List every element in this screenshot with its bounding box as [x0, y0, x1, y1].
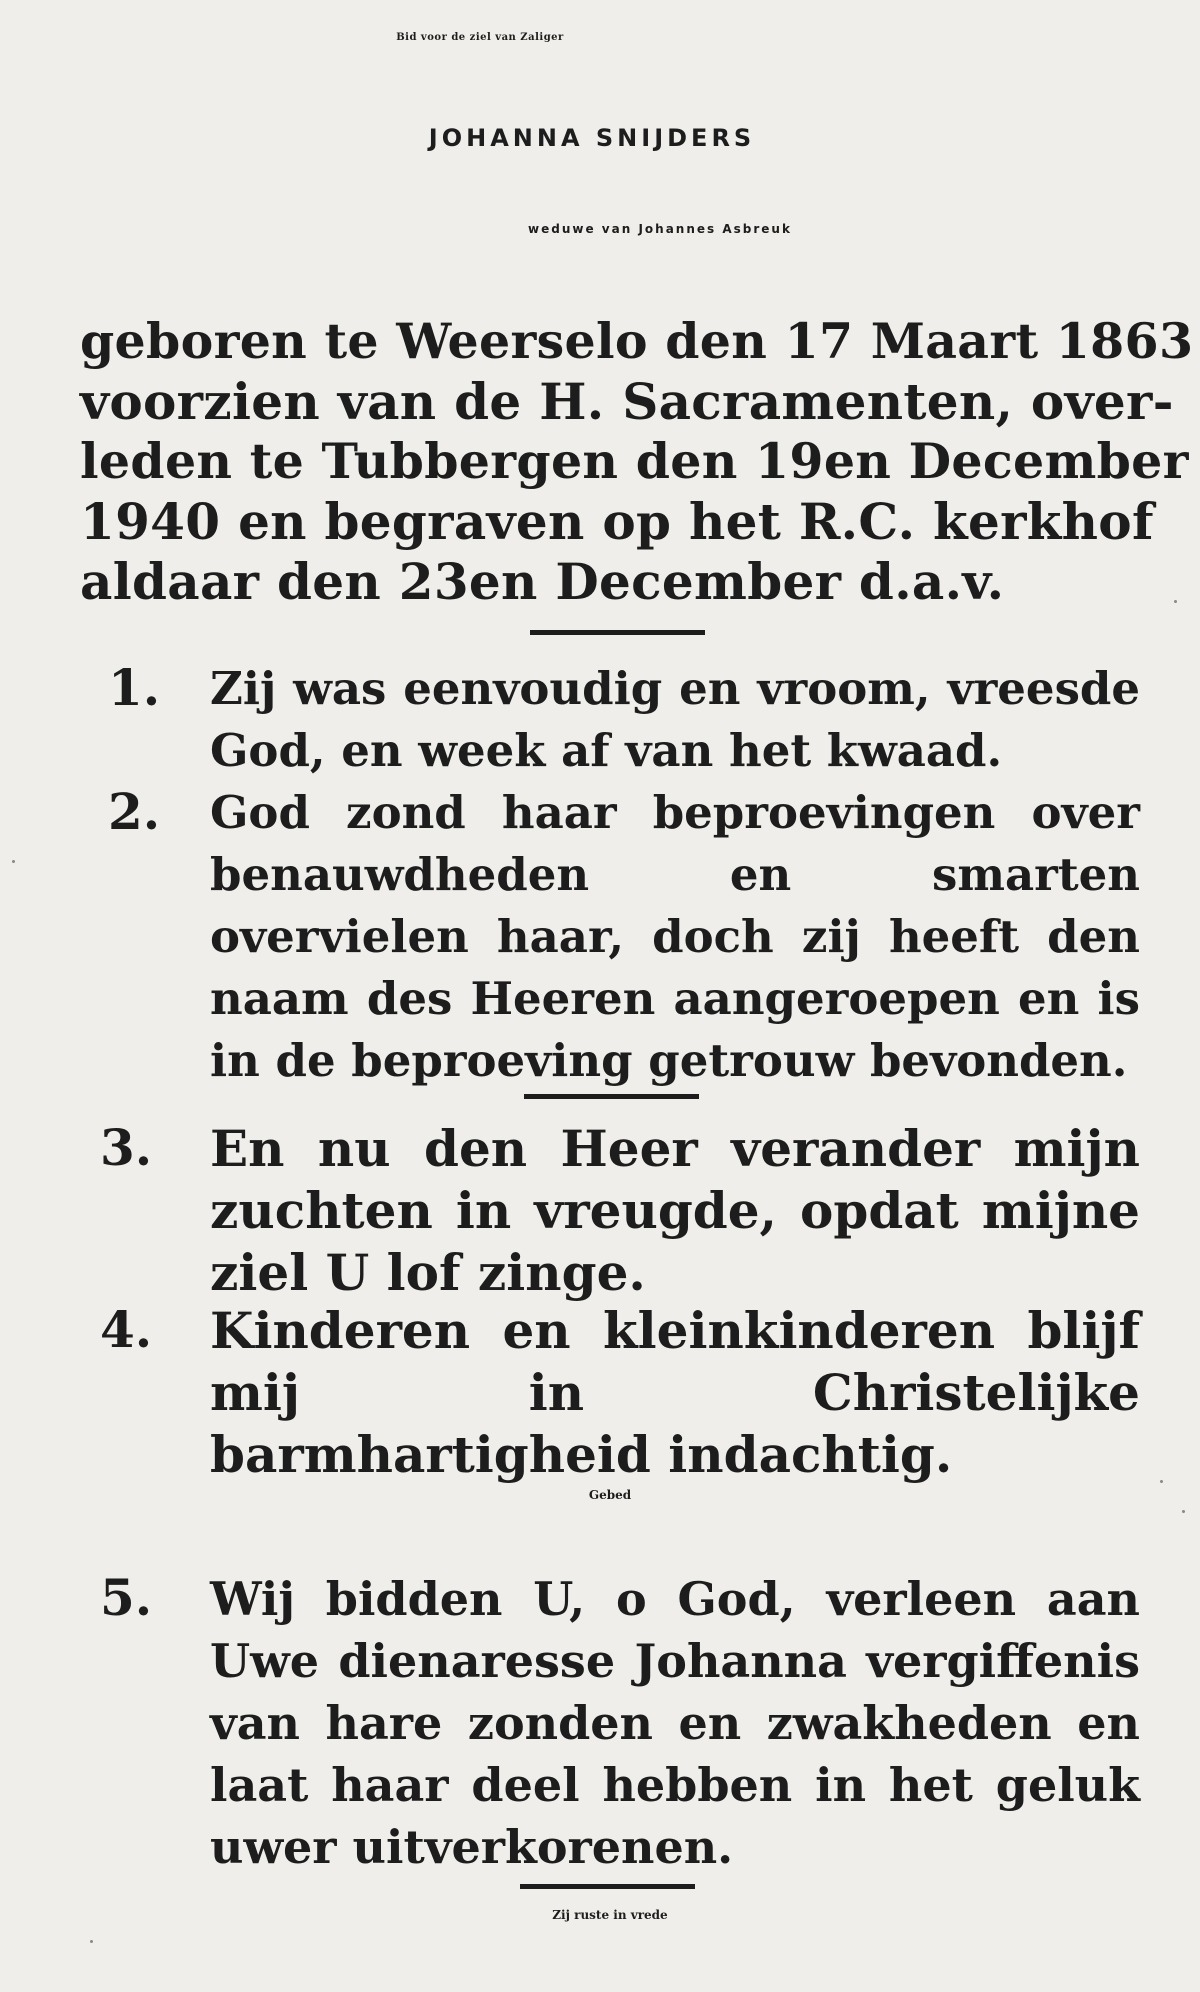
deceased-name: JOHANNA SNIJDERS — [428, 124, 756, 152]
item-text-5: Wij bidden U, o God, verleen aan Uwe dienaresse Johanna vergiffenis van hare zonden en zwakheden en laat haar deel hebben in het geluk uwer uitverkorenen. — [210, 1572, 1140, 1874]
speck — [1174, 600, 1177, 603]
prayer-heading: Gebed — [588, 1488, 632, 1502]
birth-line: geboren te Weerselo den 17 Maart 1863 — [80, 312, 1194, 370]
death-line: leden te Tubbergen den 19en December — [80, 432, 1189, 490]
sacraments-line: voorzien van de H. Sacramenten, over- — [80, 372, 1174, 431]
item-number-3: 3. — [100, 1118, 153, 1177]
burial-date-line: aldaar den 23en December d.a.v. — [80, 552, 1005, 611]
item-number-2: 2. — [108, 782, 161, 841]
speck — [90, 1940, 93, 1943]
speck — [12, 860, 15, 863]
widow-line: weduwe van Johannes Asbreuk — [528, 222, 792, 236]
pray-line: Bid voor de ziel van Zaliger — [396, 32, 564, 43]
speck — [1182, 1510, 1185, 1513]
item-text-3: En nu den Heer verander mijn zuchten in vreugde, opdat mijne ziel U lof zinge. — [210, 1119, 1140, 1302]
item-number-1: 1. — [108, 658, 161, 717]
item-number-4: 4. — [100, 1300, 153, 1359]
item-text-2: God zond haar beproevingen over benauwdheden en smarten overvielen haar, doch zij heeft den naam des Heeren aangeroepen en is in de beproeving getrouw bevonden. — [210, 786, 1140, 1087]
item-number-5: 5. — [100, 1568, 153, 1627]
closing-line: Zij ruste in vrede — [552, 1908, 668, 1922]
divider-middle — [524, 1094, 699, 1099]
item-text-1: Zij was eenvoudig en vroom, vreesde God, en week af van het kwaad. — [210, 662, 1140, 777]
burial-line: 1940 en begraven op het R.C. kerkhof — [80, 492, 1154, 551]
speck — [1160, 1480, 1163, 1483]
divider-bottom — [520, 1884, 695, 1889]
divider-top — [530, 630, 705, 635]
item-text-4: Kinderen en kleinkinderen blijf mij in Christelijke barmhartigheid indachtig. — [210, 1301, 1140, 1484]
